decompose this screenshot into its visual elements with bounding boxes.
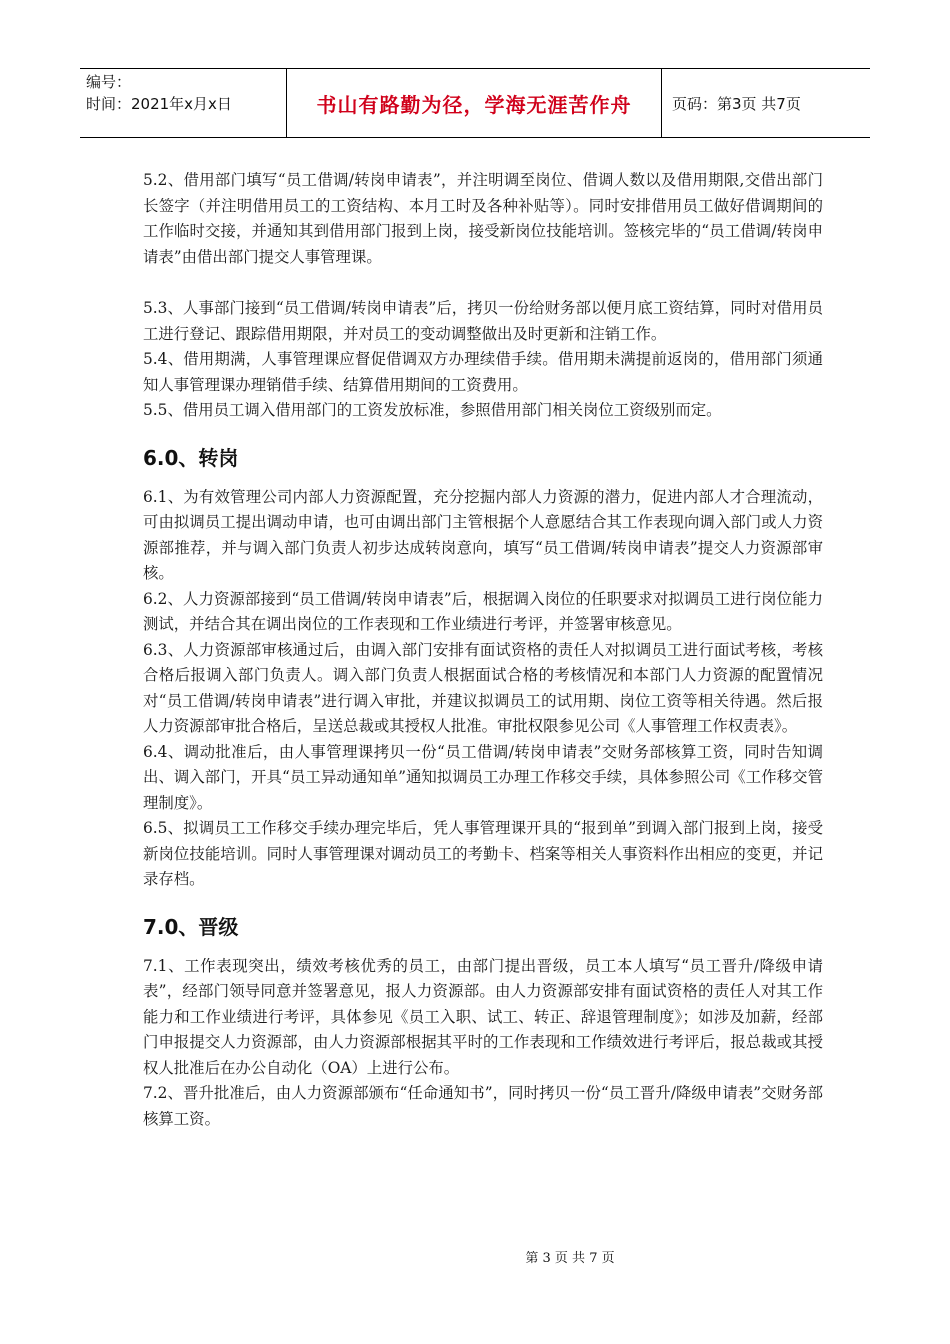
paragraph-gap [143, 270, 823, 296]
document-body [143, 168, 823, 1132]
paragraph-6-4: 6.4、调动批准后，由人事管理课拷贝一份“员工借调/转岗申请表”交财务部核算工资，同时告知调出、调入部门，开具“员工异动通知单”通知拟调员工办理工作移交手续，具体参照公司《工作移交管理制度》。 [143, 742, 823, 812]
page-header [80, 68, 870, 138]
paragraph-6-5: 6.5、拟调员工工作移交手续办理完毕后，凭人事管理课开具的“报到单”到调入部门报到上岗，接受新岗位技能培训。同时人事管理课对调动员工的考勤卡、档案等相关人事资料作出相应的变更，并记录存档。 [143, 819, 823, 888]
paragraph-7-1: 7.1、工作表现突出，绩效考核优秀的员工，由部门提出晋级，员工本人填写“员工晋升/降级申请表”，经部门领导同意并签署意见，报人力资源部。由人力资源部安排有面试资格的责任人对其工作能力和工作业绩进行考评，具体参见《员工入职、试工、转正、辞退管理制度》；如涉及加薪，经部门申报提交人力资源部，由人力资源部根据其平时的工作表现和工作绩效进行考评后，报总裁或其授权人批准后在办公自动化（OA）上进行公布。 [143, 956, 823, 1077]
paragraph-5-5: 5.5、借用员工调入借用部门的工资发放标准，参照借用部门相关岗位工资级别而定。 [143, 401, 722, 419]
header-page-info-cell [662, 69, 870, 137]
paragraph-5-4: 5.4、借用期满，人事管理课应督促借调双方办理续借手续。借用期未满提前返岗的，借用部门须通知人事管理课办理销借手续、结算借用期间的工资费用。 [143, 350, 823, 394]
document-number-label: 编号： [86, 73, 132, 91]
header-motto-cell [287, 69, 662, 137]
paragraph-6-2: 6.2、人力资源部接到“员工借调/转岗申请表”后，根据调入岗位的任职要求对拟调员工进行岗位能力测试，并结合其在调出岗位的工作表现和工作业绩进行考评，并签署审核意见。 [143, 589, 823, 633]
header-meta [80, 69, 287, 137]
header-page-info: 页码：第3页 共7页 [672, 94, 801, 113]
paragraph-6-1: 6.1、为有效管理公司内部人力资源配置，充分挖掘内部人力资源的潜力，促进内部人才合理流动，可由拟调员工提出调动申请，也可由调出部门主管根据个人意愿结合其工作表现向调入部门或人力资源部推荐，并与调入部门负责人初步达成转岗意向，填写“员工借调/转岗申请表”提交人力资源部审核。 [143, 487, 823, 582]
paragraph-5-2: 5.2、借用部门填写“员工借调/转岗申请表”，并注明调至岗位、借调人数以及借用期限,交借出部门长签字（并注明借用员工的工资结构、本月工时及各种补贴等）。同时安排借用员工做好借调期间的工作临时交接，并通知其到借用部门报到上岗，接受新岗位技能培训。签核完毕的“员工借调/转岗申请表”由借出部门提交人事管理课。 [143, 171, 823, 266]
page-footer: 第 3 页 共 7 页 [525, 1251, 615, 1266]
section-heading-6: 6.0、转岗 [143, 445, 239, 470]
paragraph-6-3: 6.3、人力资源部审核通过后，由调入部门安排有面试资格的责任人对拟调员工进行面试考核，考核合格后报调入部门负责人。调入部门负责人根据面试合格的考核情况和本部门人力资源的配置情况对“员工借调/转岗申请表”进行调入审批，并建议拟调员工的试用期、岗位工资等相关待遇。然后报人力资源部审批合格后，呈送总裁或其授权人批准。审批权限参见公司《人事管理工作权责表》。 [143, 640, 823, 735]
paragraph-7-2: 7.2、晋升批准后，由人力资源部颁布“任命通知书”，同时拷贝一份“员工晋升/降级申请表”交财务部核算工资。 [143, 1084, 823, 1128]
header-motto: 书山有路勤为径，学海无涯苦作舟 [316, 92, 632, 117]
document-time-label: 时间：2021年x月x日 [86, 95, 232, 113]
paragraph-5-3: 5.3、人事部门接到“员工借调/转岗申请表”后，拷贝一份给财务部以便月底工资结算，同时对借用员工进行登记、跟踪借用期限，并对员工的变动调整做出及时更新和注销工作。 [143, 299, 823, 343]
section-heading-7: 7.0、晋级 [143, 914, 239, 939]
